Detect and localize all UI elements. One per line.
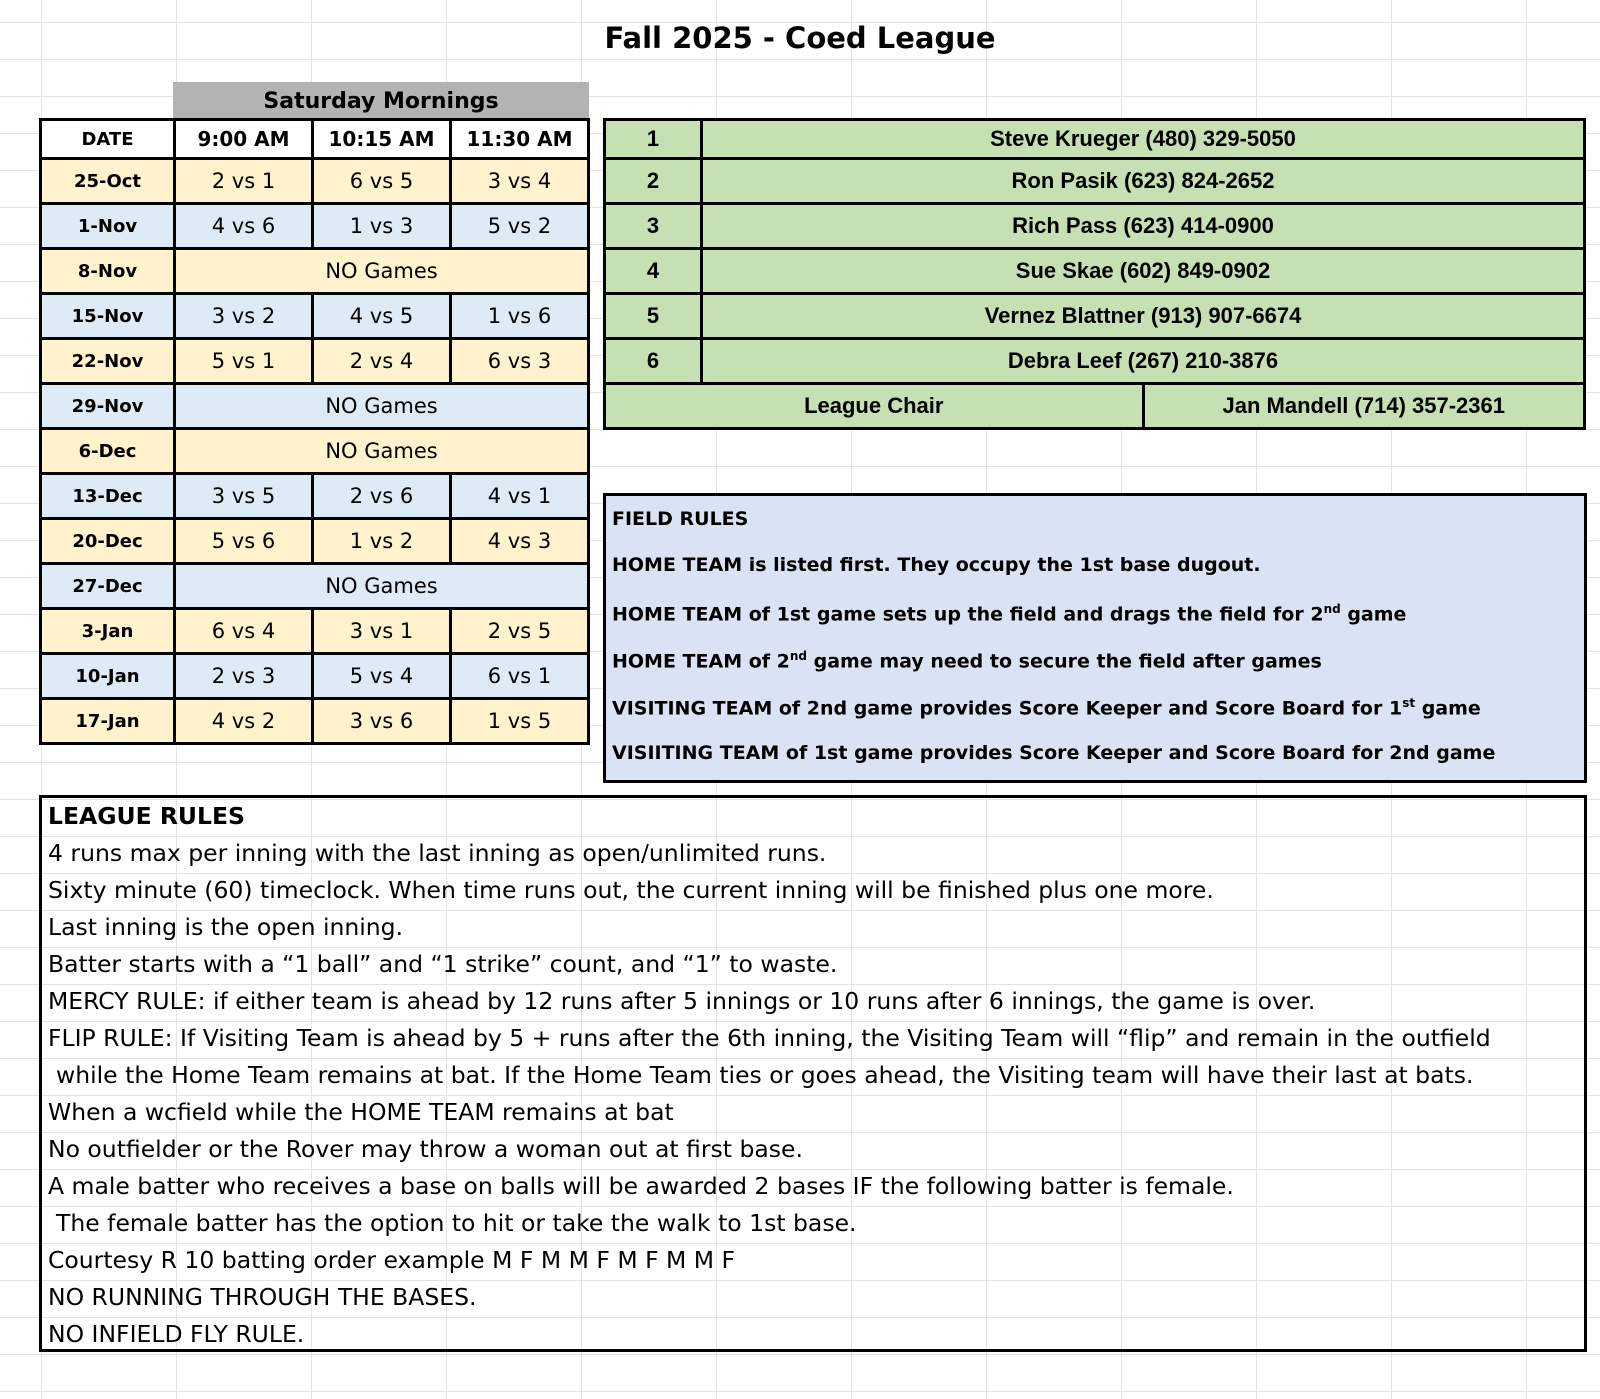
field-rule-text: game may need to secure the field after games <box>807 650 1322 673</box>
schedule-row <box>41 249 589 294</box>
game-matchup: 3 vs 6 <box>313 699 451 744</box>
league-rule-line: MERCY RULE: if either team is ahead by 12 runs after 5 innings or 10 runs after 6 innings, the game is over. <box>48 987 1316 1015</box>
field-rule-line <box>612 602 1406 625</box>
field-rule-line: VISIITING TEAM of 1st game provides Score Keeper and Score Board for 2nd game <box>612 742 1496 764</box>
game-matchup: 5 vs 6 <box>175 519 313 564</box>
team-contact-row <box>605 204 1585 249</box>
game-date: 17-Jan <box>41 699 175 744</box>
game-matchup: 3 vs 1 <box>313 609 451 654</box>
field-rule-line <box>612 649 1322 672</box>
league-rule-line: Batter starts with a “1 ball” and “1 strike” count, and “1” to waste. <box>48 950 838 978</box>
league-rule-line: while the Home Team remains at bat. If the Home Team ties or goes ahead, the Visiting team will have their last at bats. <box>56 1061 1474 1089</box>
team-captain-contact: Debra Leef (267) 210-3876 <box>702 339 1585 384</box>
saturday-mornings-header: Saturday Mornings <box>173 82 589 118</box>
schedule-row <box>41 609 589 654</box>
game-date: 13-Dec <box>41 474 175 519</box>
schedule-row <box>41 294 589 339</box>
team-number: 2 <box>605 159 702 204</box>
league-chair-label: League Chair <box>605 384 1144 429</box>
team-number: 4 <box>605 249 702 294</box>
game-matchup: 2 vs 5 <box>451 609 589 654</box>
time-slot-header: 11:30 AM <box>451 120 589 159</box>
field-rules-heading: FIELD RULES <box>612 508 749 530</box>
team-captain-contact: Vernez Blattner (913) 907-6674 <box>702 294 1585 339</box>
team-contact-row <box>605 294 1585 339</box>
game-date: 3-Jan <box>41 609 175 654</box>
date-column-header: DATE <box>41 120 175 159</box>
team-contacts-table <box>603 118 1586 430</box>
game-matchup: 4 vs 2 <box>175 699 313 744</box>
game-matchup: 5 vs 1 <box>175 339 313 384</box>
game-matchup: 2 vs 3 <box>175 654 313 699</box>
field-rule-text: HOME TEAM of 2 <box>612 650 790 673</box>
team-number: 6 <box>605 339 702 384</box>
schedule-row <box>41 384 589 429</box>
game-matchup: 3 vs 4 <box>451 159 589 204</box>
field-rules-box <box>603 493 1587 783</box>
schedule-row <box>41 204 589 249</box>
team-contact-row <box>605 120 1585 159</box>
game-date: 29-Nov <box>41 384 175 429</box>
field-rule-text: HOME TEAM of 1st game sets up the field and drags the field for 2 <box>612 603 1324 626</box>
schedule-row <box>41 564 589 609</box>
league-rule-line: 4 runs max per inning with the last inning as open/unlimited runs. <box>48 839 827 867</box>
game-date: 22-Nov <box>41 339 175 384</box>
no-games-cell: NO Games <box>175 429 589 474</box>
team-number: 1 <box>605 120 702 159</box>
league-rule-line: Sixty minute (60) timeclock. When time runs out, the current inning will be finished plus one more. <box>48 876 1214 904</box>
game-matchup: 3 vs 2 <box>175 294 313 339</box>
game-date: 25-Oct <box>41 159 175 204</box>
no-games-cell: NO Games <box>175 564 589 609</box>
schedule-row <box>41 429 589 474</box>
game-date: 27-Dec <box>41 564 175 609</box>
league-rule-line: Last inning is the open inning. <box>48 913 404 941</box>
game-matchup: 2 vs 1 <box>175 159 313 204</box>
game-date: 20-Dec <box>41 519 175 564</box>
game-matchup: 4 vs 6 <box>175 204 313 249</box>
league-rule-line: NO INFIELD FLY RULE. <box>48 1320 305 1348</box>
league-rule-line: FLIP RULE: If Visiting Team is ahead by 5 + runs after the 6th inning, the Visiting Team will “flip” and remain in the outfield <box>48 1024 1491 1052</box>
game-matchup: 3 vs 5 <box>175 474 313 519</box>
game-matchup: 1 vs 6 <box>451 294 589 339</box>
league-chair-contact: Jan Mandell (714) 357-2361 <box>1143 384 1585 429</box>
ordinal-superscript: nd <box>1323 602 1341 616</box>
schedule-row <box>41 519 589 564</box>
game-matchup: 6 vs 5 <box>313 159 451 204</box>
ordinal-superscript: st <box>1402 696 1416 710</box>
game-matchup: 1 vs 2 <box>313 519 451 564</box>
ordinal-superscript: nd <box>789 649 808 663</box>
field-rule-text: game <box>1340 603 1407 626</box>
game-date: 15-Nov <box>41 294 175 339</box>
league-rules-box <box>39 795 1587 1352</box>
game-matchup: 4 vs 3 <box>451 519 589 564</box>
no-games-cell: NO Games <box>175 249 589 294</box>
team-captain-contact: Steve Krueger (480) 329-5050 <box>702 120 1585 159</box>
no-games-cell: NO Games <box>175 384 589 429</box>
game-date: 8-Nov <box>41 249 175 294</box>
league-rules-heading: LEAGUE RULES <box>48 802 245 830</box>
field-rule-line <box>612 696 1481 719</box>
game-date: 10-Jan <box>41 654 175 699</box>
game-matchup: 2 vs 4 <box>313 339 451 384</box>
team-number: 3 <box>605 204 702 249</box>
schedule-row <box>41 159 589 204</box>
game-matchup: 6 vs 3 <box>451 339 589 384</box>
page-title: Fall 2025 - Coed League <box>604 21 996 55</box>
league-rule-line: A male batter who receives a base on balls will be awarded 2 bases IF the following batter is female. <box>48 1172 1234 1200</box>
schedule-row <box>41 654 589 699</box>
game-matchup: 1 vs 3 <box>313 204 451 249</box>
game-matchup: 2 vs 6 <box>313 474 451 519</box>
game-matchup: 6 vs 1 <box>451 654 589 699</box>
league-rule-line: When a wcfield while the HOME TEAM remains at bat <box>48 1098 674 1126</box>
team-contact-row <box>605 339 1585 384</box>
league-rule-line: The female batter has the option to hit or take the walk to 1st base. <box>56 1209 857 1237</box>
game-matchup: 4 vs 5 <box>313 294 451 339</box>
schedule-row <box>41 339 589 384</box>
field-rule-text: VISITING TEAM of 2nd game provides Score Keeper and Score Board for 1 <box>612 697 1403 720</box>
league-rule-line: NO RUNNING THROUGH THE BASES. <box>48 1283 477 1311</box>
team-number: 5 <box>605 294 702 339</box>
team-captain-contact: Sue Skae (602) 849-0902 <box>702 249 1585 294</box>
league-chair-row <box>605 384 1585 429</box>
team-captain-contact: Ron Pasik (623) 824-2652 <box>702 159 1585 204</box>
game-matchup: 1 vs 5 <box>451 699 589 744</box>
field-rule-line: HOME TEAM is listed first. They occupy the 1st base dugout. <box>612 554 1261 576</box>
team-captain-contact: Rich Pass (623) 414-0900 <box>702 204 1585 249</box>
team-contact-row <box>605 249 1585 294</box>
schedule-table <box>39 118 590 745</box>
game-matchup: 6 vs 4 <box>175 609 313 654</box>
time-slot-header: 9:00 AM <box>175 120 313 159</box>
time-slot-header: 10:15 AM <box>313 120 451 159</box>
schedule-row <box>41 699 589 744</box>
league-rule-line: Courtesy R 10 batting order example M F M M F M F M M F <box>48 1246 736 1274</box>
game-matchup: 4 vs 1 <box>451 474 589 519</box>
team-contact-row <box>605 159 1585 204</box>
schedule-header-row <box>41 120 589 159</box>
league-rule-line: No outfielder or the Rover may throw a woman out at first base. <box>48 1135 803 1163</box>
game-matchup: 5 vs 2 <box>451 204 589 249</box>
game-matchup: 5 vs 4 <box>313 654 451 699</box>
field-rule-text: game <box>1415 697 1481 720</box>
game-date: 6-Dec <box>41 429 175 474</box>
schedule-row <box>41 474 589 519</box>
game-date: 1-Nov <box>41 204 175 249</box>
